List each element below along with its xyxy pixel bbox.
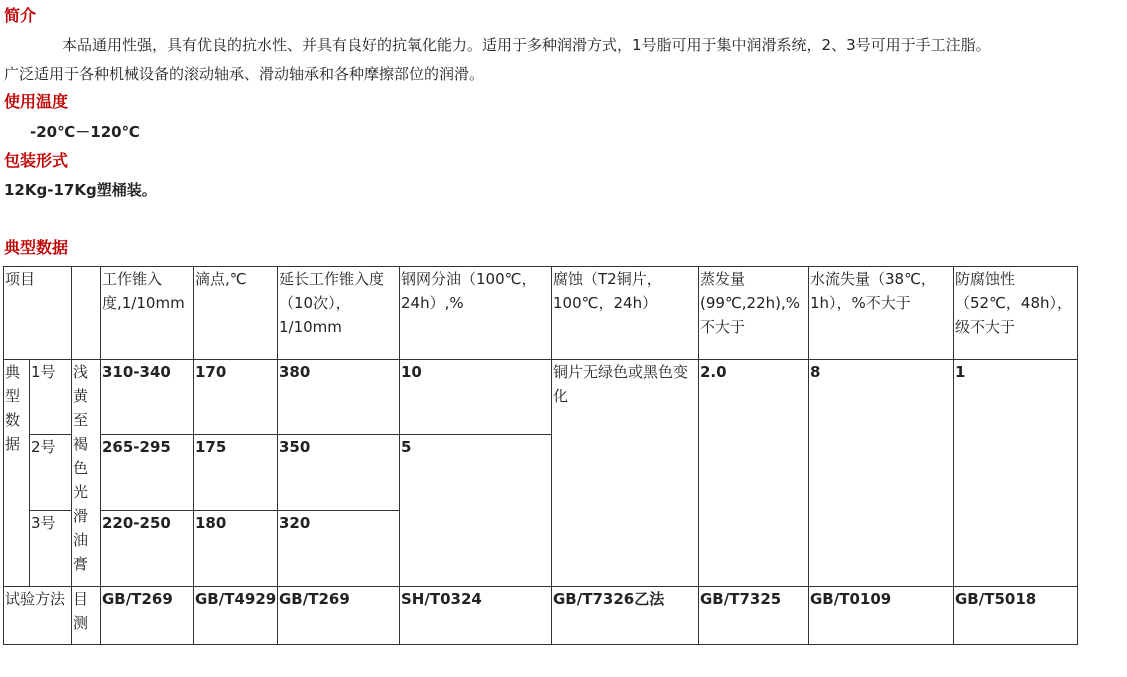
evaporation-cell: 2.0 bbox=[699, 360, 809, 587]
test-method-appearance: 目 测 bbox=[72, 587, 101, 645]
test-method-penetration: GB/T269 bbox=[101, 587, 194, 645]
grade-cell: 3号 bbox=[30, 511, 72, 587]
header-penetration: 工作锥入度,1/10mm bbox=[101, 267, 194, 360]
test-method-extended: GB/T269 bbox=[278, 587, 400, 645]
test-method-oil-separation: SH/T0324 bbox=[400, 587, 552, 645]
dropping-point-cell: 180 bbox=[194, 511, 278, 587]
grade-cell: 2号 bbox=[30, 435, 72, 511]
test-method-corrosion: GB/T7326乙法 bbox=[552, 587, 699, 645]
item-header: 项目 bbox=[4, 267, 72, 360]
intro-heading: 简介 bbox=[4, 6, 37, 25]
extended-penetration-cell: 380 bbox=[278, 360, 400, 435]
temperature-value: -20℃－120℃ bbox=[30, 123, 140, 141]
penetration-cell: 265-295 bbox=[101, 435, 194, 511]
table-row bbox=[4, 360, 1078, 435]
test-method-evaporation: GB/T7325 bbox=[699, 587, 809, 645]
dropping-point-cell: 175 bbox=[194, 435, 278, 511]
header-water-washout: 水流失量（38℃，1h），%不大于 bbox=[809, 267, 954, 360]
packaging-heading: 包装形式 bbox=[4, 151, 69, 170]
header-corrosion: 腐蚀（T2铜片，100℃，24h） bbox=[552, 267, 699, 360]
corrosion-cell: 铜片无绿色或黑色变化 bbox=[552, 360, 699, 587]
test-method-row bbox=[4, 587, 1078, 645]
header-extended-penetration: 延长工作锥入度（10次），1/10mm bbox=[278, 267, 400, 360]
dropping-point-cell: 170 bbox=[194, 360, 278, 435]
intro-paragraph-line2: 广泛适用于各种机械设备的滚动轴承、滑动轴承和各种摩擦部位的润滑。 bbox=[4, 65, 485, 83]
extended-penetration-cell: 350 bbox=[278, 435, 400, 511]
rust-protection-cell: 1 bbox=[954, 360, 1078, 587]
group-label: 典 型 数 据 bbox=[4, 360, 30, 587]
penetration-cell: 220-250 bbox=[101, 511, 194, 587]
header-oil-separation: 钢网分油（100℃，24h）,% bbox=[400, 267, 552, 360]
extended-penetration-cell: 320 bbox=[278, 511, 400, 587]
header-dropping-point: 滴点,℃ bbox=[194, 267, 278, 360]
table-header-row bbox=[4, 267, 1078, 360]
header-rust-protection: 防腐蚀性（52℃，48h），级不大于 bbox=[954, 267, 1078, 360]
header-appearance bbox=[72, 267, 101, 360]
typical-data-heading: 典型数据 bbox=[4, 238, 69, 257]
test-method-label: 试验方法 bbox=[4, 587, 72, 645]
oil-separation-cell: 5 bbox=[400, 435, 552, 587]
water-washout-cell: 8 bbox=[809, 360, 954, 587]
temperature-heading: 使用温度 bbox=[4, 92, 69, 111]
penetration-cell: 310-340 bbox=[101, 360, 194, 435]
typical-data-table bbox=[3, 266, 1078, 645]
grade-cell: 1号 bbox=[30, 360, 72, 435]
oil-separation-cell: 10 bbox=[400, 360, 552, 435]
appearance-cell: 浅 黄 至 褐 色 光 滑 油 膏 bbox=[72, 360, 101, 587]
header-evaporation: 蒸发量(99℃,22h),%不大于 bbox=[699, 267, 809, 360]
packaging-value: 12Kg-17Kg塑桶装。 bbox=[4, 181, 157, 199]
intro-paragraph-line1: 本品通用性强，具有优良的抗水性、并具有良好的抗氧化能力。适用于多种润滑方式，1号脂可用于集中润滑系统，2、3号可用于手工注脂。 bbox=[62, 36, 991, 54]
test-method-dropping-point: GB/T4929 bbox=[194, 587, 278, 645]
test-method-water-washout: GB/T0109 bbox=[809, 587, 954, 645]
test-method-rust-protection: GB/T5018 bbox=[954, 587, 1078, 645]
